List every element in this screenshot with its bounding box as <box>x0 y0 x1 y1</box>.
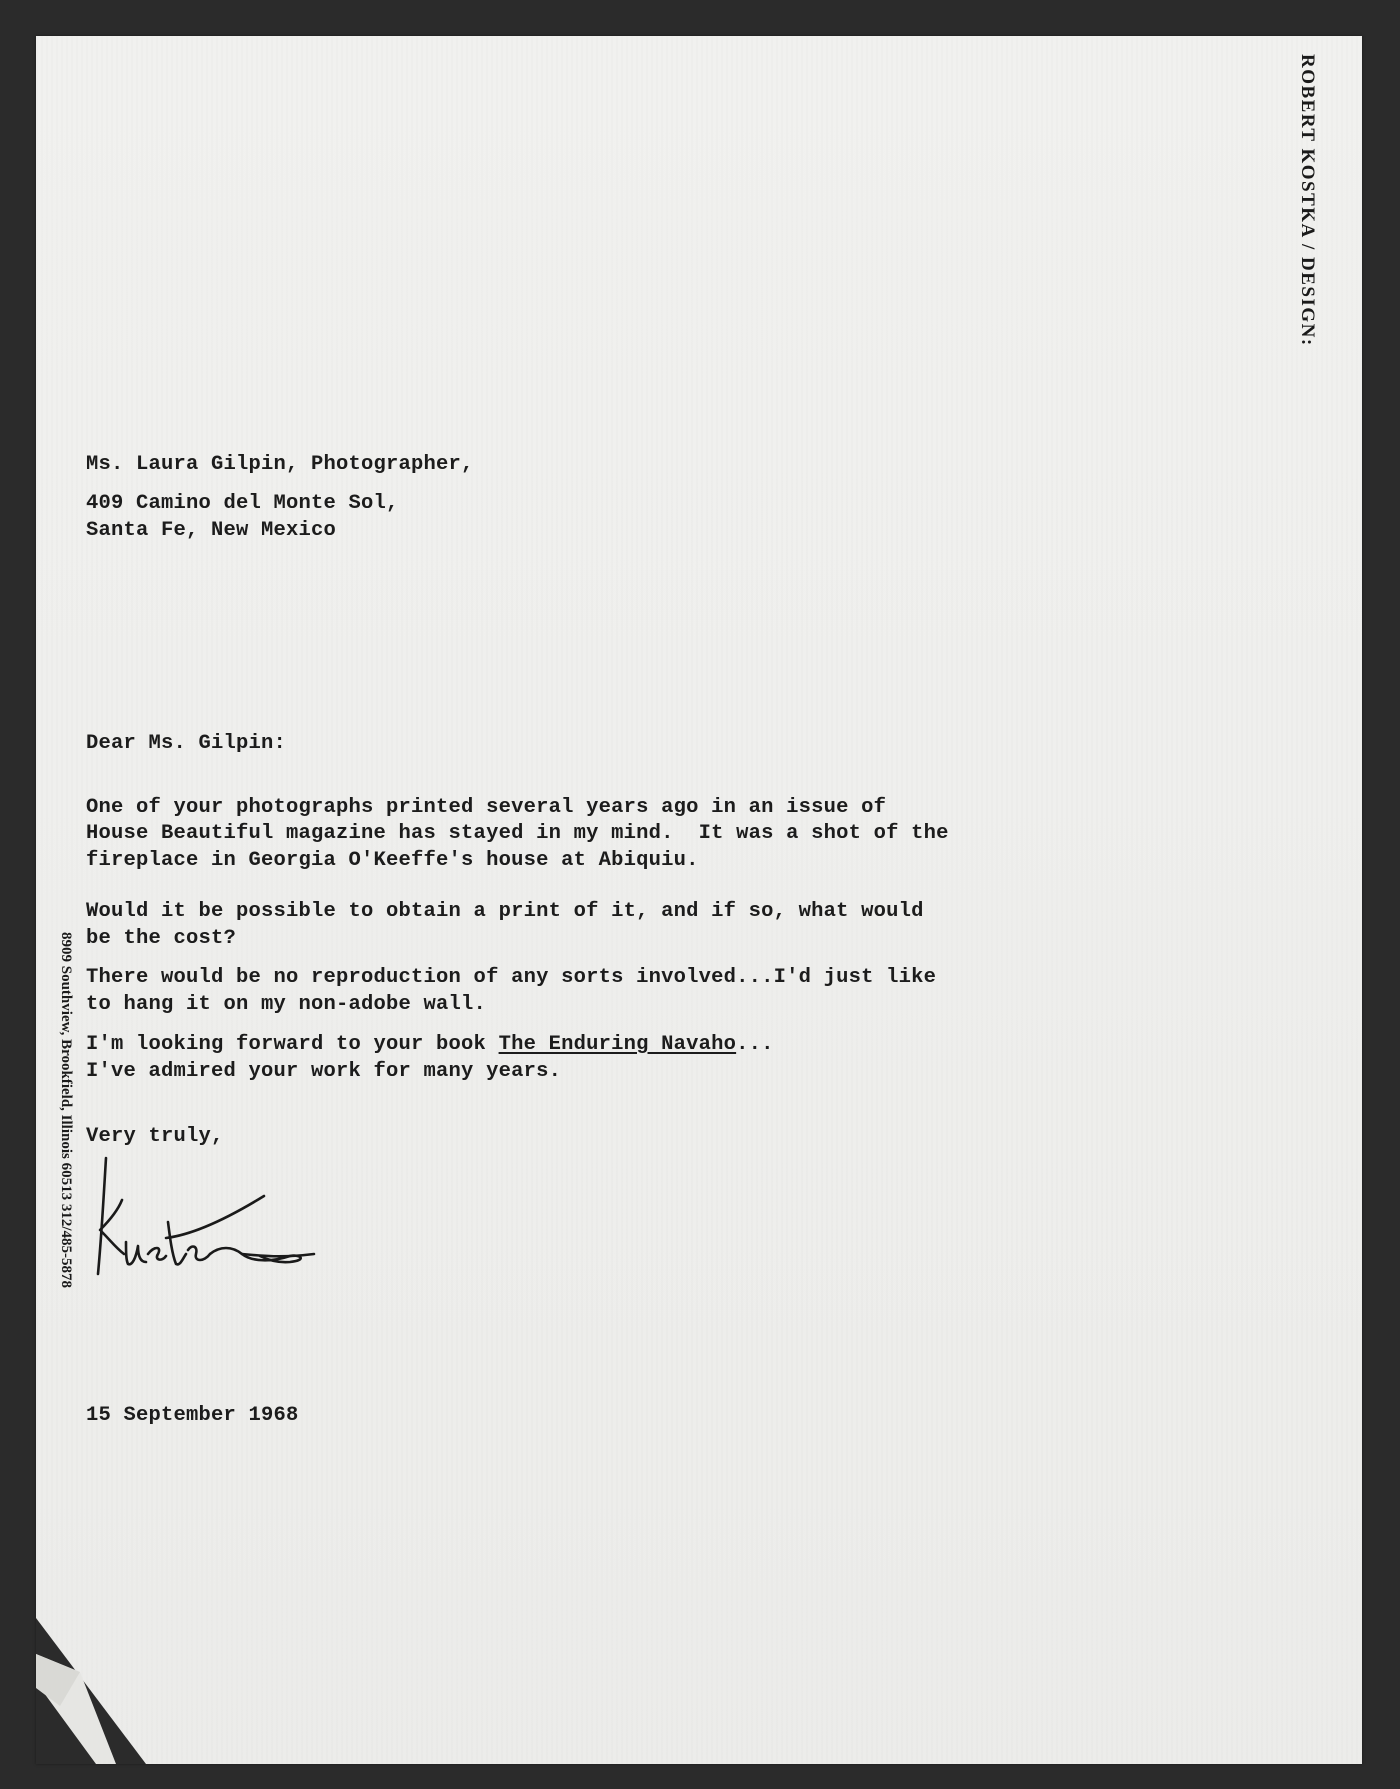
letterhead-name: ROBERT KOSTKA / DESIGN: <box>1297 54 1318 347</box>
body-paragraph-2-line-2: be the cost? <box>86 927 237 950</box>
recipient-line-2: 409 Camino del Monte Sol, <box>86 492 399 515</box>
folded-corner <box>36 1618 146 1764</box>
body-paragraph-3-line-1: There would be no reproduction of any sorts involved...I'd just like <box>86 966 937 989</box>
closing: Very truly, <box>86 1125 224 1148</box>
body-paragraph-3-line-2: to hang it on my non-adobe wall. <box>86 993 487 1016</box>
letter-date: 15 September 1968 <box>86 1404 299 1427</box>
recipient-line-1: Ms. Laura Gilpin, Photographer, <box>86 453 474 476</box>
body-paragraph-1-line-3: fireplace in Georgia O'Keeffe's house at Abiquiu. <box>86 849 699 872</box>
body-paragraph-4-suffix: ... <box>736 1033 774 1056</box>
salutation: Dear Ms. Gilpin: <box>86 732 287 755</box>
recipient-line-3: Santa Fe, New Mexico <box>86 519 337 542</box>
body-paragraph-1-line-1: One of your photographs printed several years ago in an issue of <box>86 796 887 819</box>
body-paragraph-4-line-2: I've admired your work for many years. <box>86 1060 562 1083</box>
book-title: The Enduring Navaho <box>498 1033 737 1056</box>
body-paragraph-4-prefix: I'm looking forward to your book <box>86 1033 499 1056</box>
letterhead-address: 8909 Southview, Brookfield, Illinois 60513 312/485-5878 <box>58 932 74 1289</box>
handwritten-signature <box>92 1150 342 1285</box>
body-paragraph-4-line-1 <box>86 1031 774 1058</box>
body-paragraph-2-line-1: Would it be possible to obtain a print of it, and if so, what would <box>86 900 924 923</box>
body-paragraph-1-line-2: House Beautiful magazine has stayed in my mind. It was a shot of the <box>86 822 949 845</box>
